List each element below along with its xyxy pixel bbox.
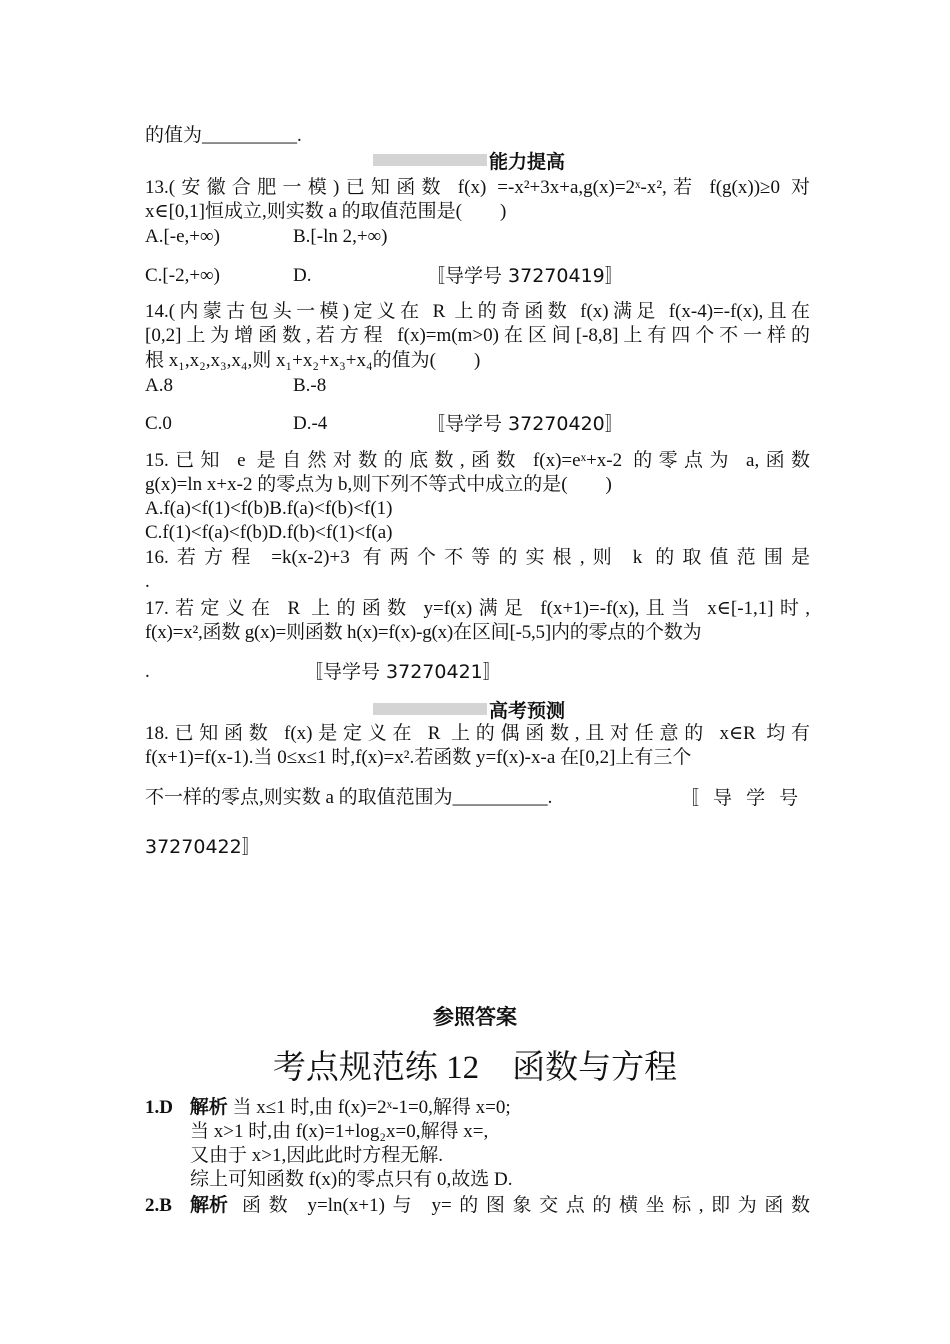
q14-line3: 根 x₁,x₂,x₃,x₄,则 x₁+x₂+x₃+x₄的值为( ) (145, 350, 481, 371)
answer-2-line1 (145, 1193, 810, 1218)
q13-option-c: C.[-2,+∞) (145, 265, 220, 286)
q13-line1: 13.(安徽合肥一模)已知函数 f(x) =-x²+3x+a,g(x)=2ˣ-x²,若 f(g(x))≥0 对 (145, 177, 810, 198)
answer-1-line2: 当 x>1 时,由 f(x)=1+log₂x=0,解得 x=, (190, 1121, 489, 1142)
q18-line1: 18.已知函数 f(x)是定义在 R 上的偶函数,且对任意的 x∈R 均有 (145, 723, 810, 744)
exercise-title: 考点规范练 12 函数与方程 (272, 1050, 678, 1086)
answer-1-line3: 又由于 x>1,因此此时方程无解. (190, 1145, 443, 1166)
answer-1-line4: 综上可知函数 f(x)的零点只有 0,故选 D. (190, 1169, 513, 1190)
q13-line2: x∈[0,1]恒成立,则实数 a 的取值范围是( ) (145, 201, 507, 222)
q15-line1: 15.已知 e 是自然对数的底数,函数 f(x)=eˣ+x-2 的零点为 a,函数 (145, 450, 810, 471)
answer-1-label: 1.D (145, 1097, 173, 1118)
answer-2-label: 2.B (145, 1195, 172, 1216)
q14-option-d: D.-4 (293, 413, 328, 434)
q12-tail-line: 的值为__________. (145, 125, 302, 146)
q18-ref-number: 37270422〛 (145, 836, 261, 858)
answer-1-line1 (145, 1095, 511, 1120)
q18-ref-label: 〚 导 学 号 (680, 787, 799, 809)
q16-line2: . (145, 571, 150, 592)
q16-line1: 16.若方程 =k(x-2)+3 有两个不等的实根,则 k 的取值范围是 (145, 547, 810, 568)
q14-option-c: C.0 (145, 413, 172, 434)
section-ability-label: 能力提高 (489, 150, 566, 173)
answer-1-tag: 解析 (189, 1096, 228, 1118)
q13-ref-number: 〚导学号 37270419〛 (426, 265, 624, 287)
q17-line3: . (145, 661, 150, 682)
section-ability-heading (373, 148, 565, 172)
q14-line2: [0,2]上为增函数,若方程 f(x)=m(m>0)在区间[-8,8]上有四个不一样的 (145, 325, 810, 346)
q14-line1: 14.(内蒙古包头一模)定义在 R 上的奇函数 f(x)满足 f(x-4)=-f(x),且在 (145, 301, 810, 322)
section-forecast-heading (373, 697, 565, 721)
q14-option-a: A.8 (145, 375, 173, 396)
q13-option-b: B.[-ln 2,+∞) (293, 226, 388, 247)
q14-option-b: B.-8 (293, 375, 327, 396)
answer-2-tag: 解析 (189, 1194, 228, 1216)
q15-line3: A.f(a)<f(1)<f(b)B.f(a)<f(b)<f(1) (145, 498, 393, 519)
answers-title: 参照答案 (433, 1005, 517, 1029)
answer-2-text1: 函数 y=ln(x+1)与 y=的图象交点的横坐标,即为函数 (241, 1195, 810, 1216)
section-forecast-label: 高考预测 (489, 699, 566, 722)
q18-line2: f(x+1)=f(x-1).当 0≤x≤1 时,f(x)=x².若函数 y=f(x)-x-a 在[0,2]上有三个 (145, 747, 692, 768)
q15-line4: C.f(1)<f(a)<f(b)D.f(b)<f(1)<f(a) (145, 522, 393, 543)
q18-line3: 不一样的零点,则实数 a 的取值范围为__________. (145, 787, 553, 808)
section-bar (373, 154, 487, 166)
q17-ref-number: 〚导学号 37270421〛 (304, 661, 502, 683)
q17-line1: 17.若定义在 R 上的函数 y=f(x)满足 f(x+1)=-f(x),且当 x∈[-1,1]时, (145, 598, 810, 619)
q13-option-d: D. (293, 265, 312, 286)
q15-line2: g(x)=ln x+x-2 的零点为 b,则下列不等式中成立的是( ) (145, 474, 612, 495)
section-bar (373, 703, 487, 715)
q17-line2: f(x)=x²,函数 g(x)=则函数 h(x)=f(x)-g(x)在区间[-5,5]内的零点的个数为 (145, 622, 702, 643)
answer-1-text1: 当 x≤1 时,由 f(x)=2ˣ-1=0,解得 x=0; (227, 1097, 511, 1118)
q14-ref-number: 〚导学号 37270420〛 (426, 413, 624, 435)
q13-option-a: A.[-e,+∞) (145, 226, 220, 247)
